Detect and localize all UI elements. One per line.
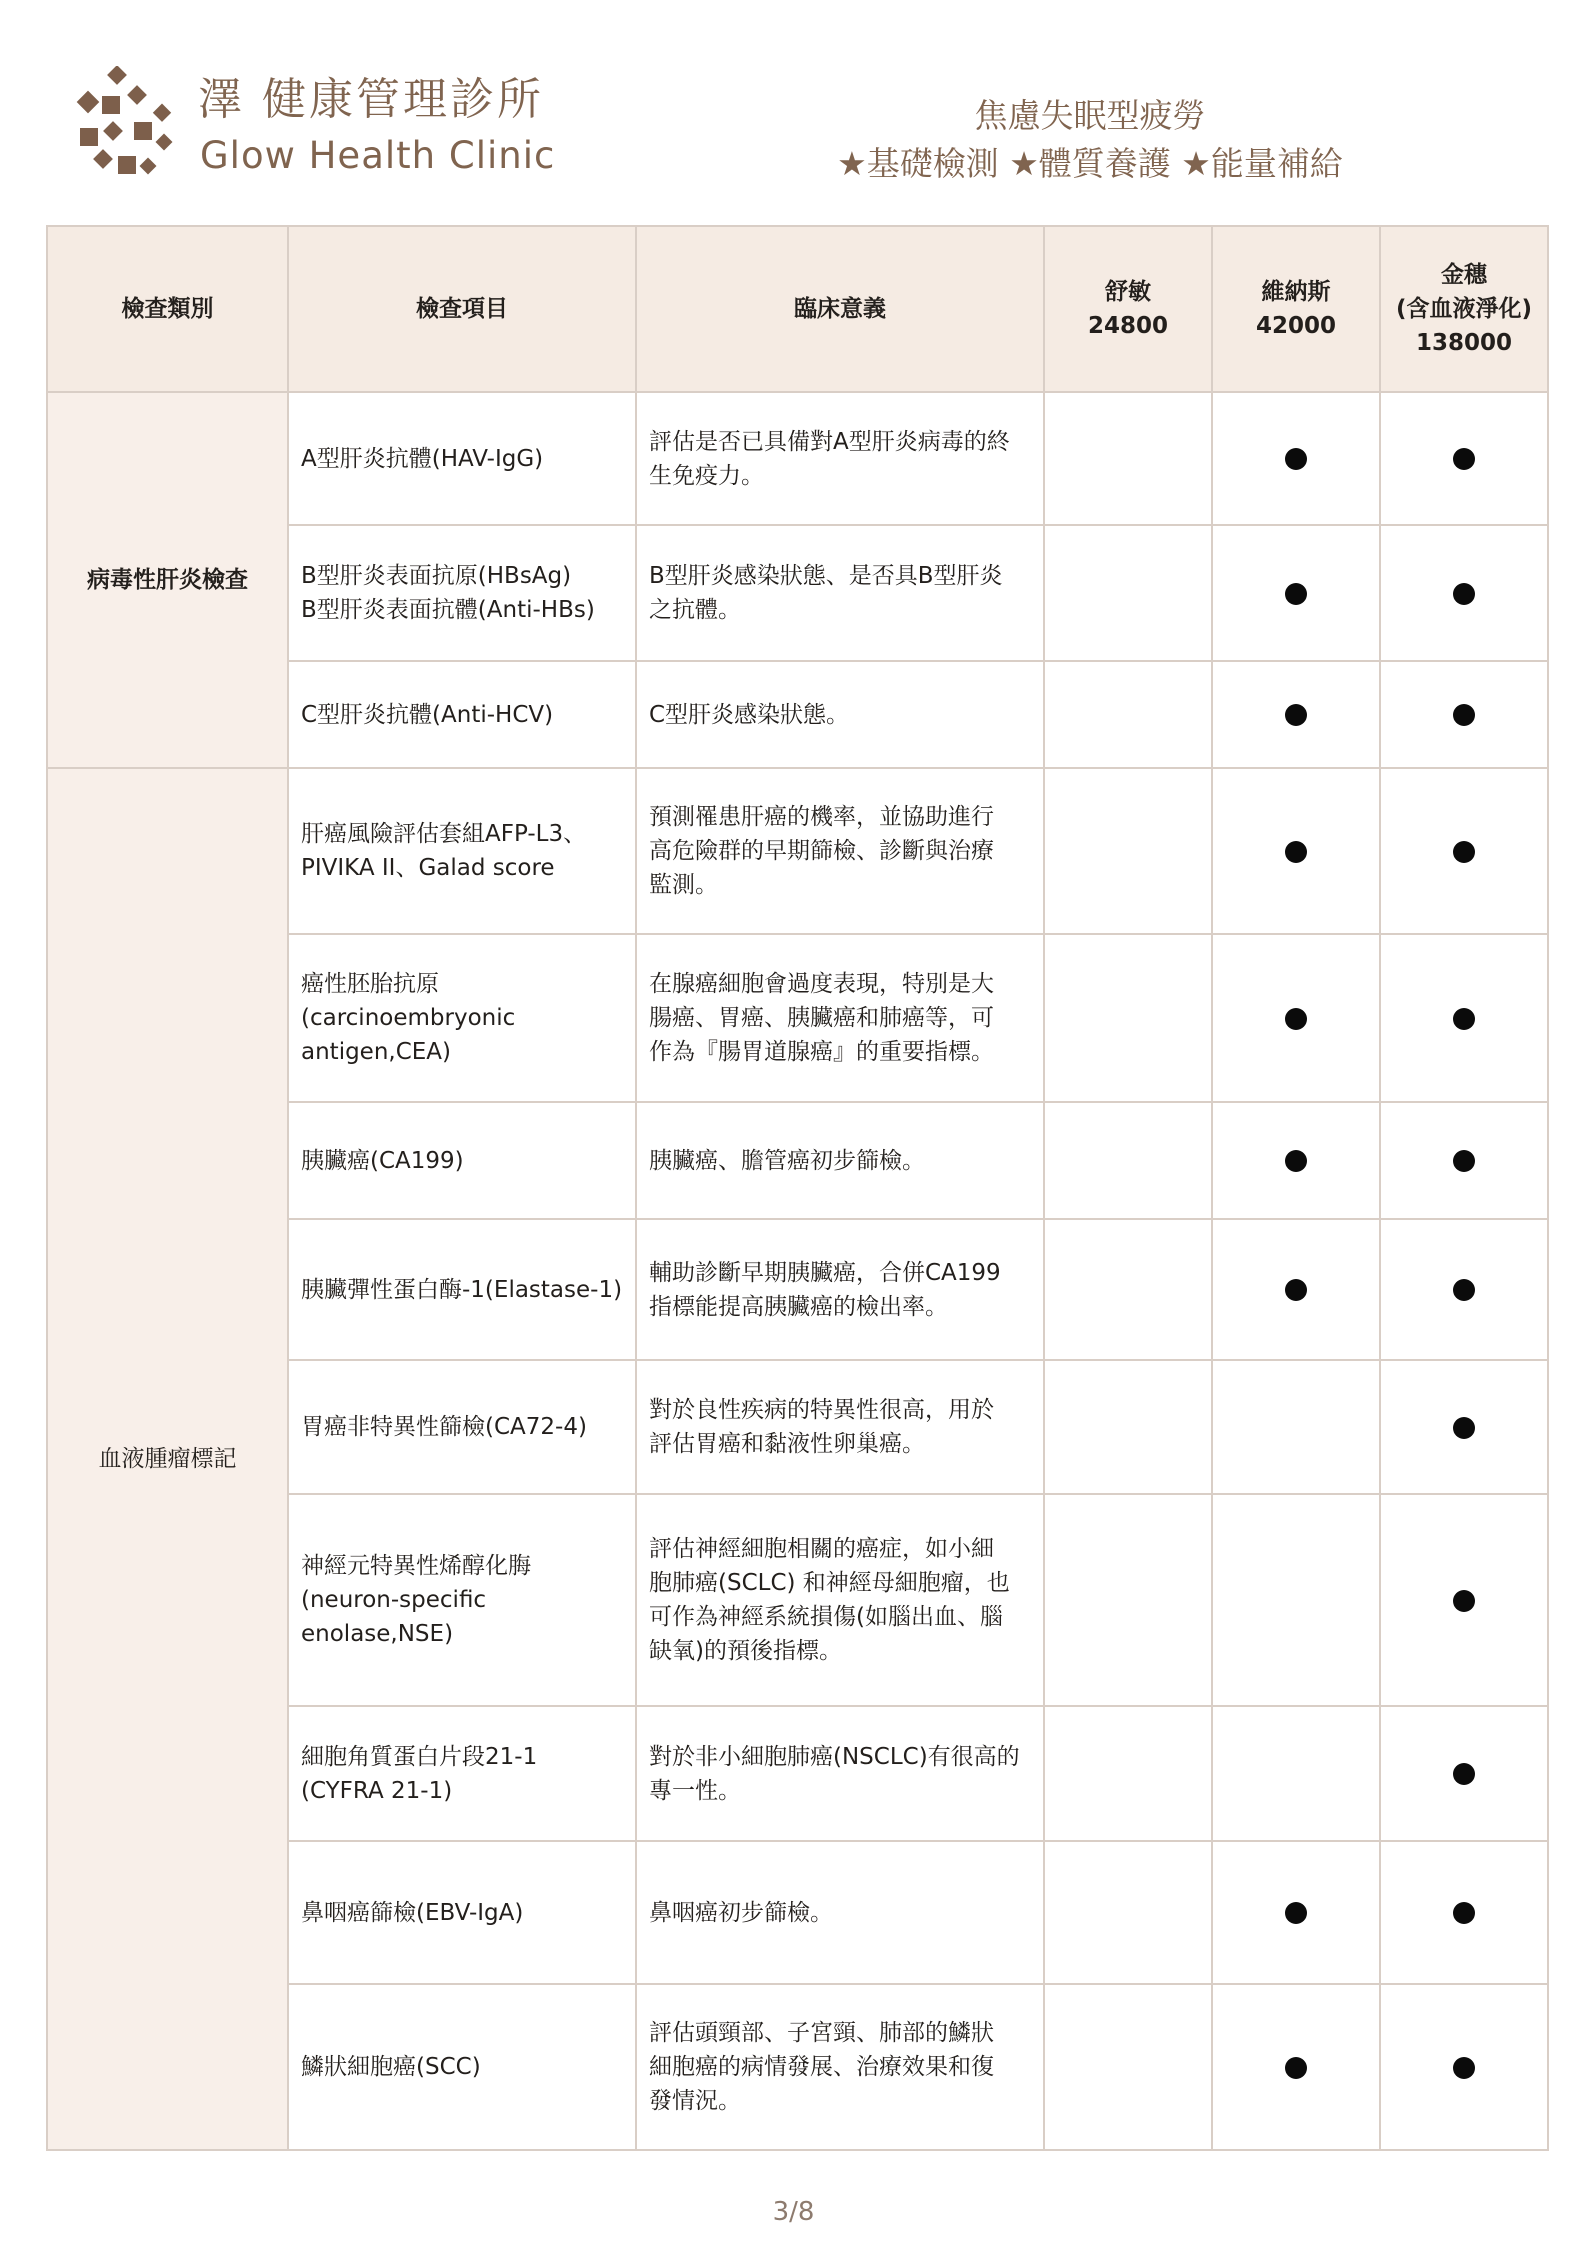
clinical-meaning-line: 評估是否已具備對A型肝炎病毒的終 <box>649 428 1010 455</box>
clinical-meaning <box>636 1102 1044 1219</box>
exam-item <box>288 661 636 768</box>
included-dot-icon <box>1453 1902 1475 1924</box>
package-note: (含血液淨化) <box>1395 296 1533 322</box>
package-2-cell <box>1212 934 1380 1102</box>
package-1-cell <box>1044 661 1212 768</box>
package-1-cell <box>1044 1494 1212 1706</box>
col-header-item: 檢查項目 <box>288 226 636 392</box>
clinical-meaning <box>636 1219 1044 1360</box>
package-1-cell <box>1044 934 1212 1102</box>
package-1-cell <box>1044 392 1212 525</box>
package-1-cell <box>1044 525 1212 661</box>
included-dot-icon <box>1453 1150 1475 1172</box>
exam-item <box>288 525 636 661</box>
clinical-meaning-line: 對於非小細胞肺癌(NSCLC)有很高的 <box>649 1743 1020 1770</box>
exam-item-line: enolase,NSE) <box>301 1621 454 1647</box>
package-name: 舒敏 <box>1105 279 1151 305</box>
clinical-meaning-line: B型肝炎感染狀態、是否具B型肝炎 <box>649 563 1003 589</box>
clinical-meaning <box>636 392 1044 525</box>
clinical-meaning <box>636 1841 1044 1984</box>
category-cell <box>47 768 288 2150</box>
included-dot-icon <box>1453 1590 1475 1612</box>
exam-item-line: 鼻咽癌篩檢(EBV-IgA) <box>301 1899 524 1926</box>
exam-item-line: (carcinoembryonic <box>301 1005 516 1031</box>
package-3-cell <box>1380 661 1548 768</box>
package-1-cell <box>1044 1360 1212 1494</box>
clinical-meaning-line: 預測罹患肝癌的機率，並協助進行 <box>649 804 994 830</box>
clinical-meaning-line: 胞肺癌(SCLC) 和神經母細胞瘤，也 <box>649 1570 1010 1596</box>
category-cell <box>47 392 288 768</box>
exam-item-line: A型肝炎抗體(HAV-IgG) <box>301 445 544 472</box>
included-dot-icon <box>1453 1417 1475 1439</box>
col-header-package-1 <box>1044 226 1212 392</box>
clinical-meaning <box>636 1706 1044 1841</box>
package-name: 維納斯 <box>1261 279 1331 305</box>
package-3-cell <box>1380 392 1548 525</box>
included-dot-icon <box>1285 1279 1307 1301</box>
clinical-meaning-line: 作為『腸胃道腺癌』的重要指標。 <box>649 1039 994 1065</box>
exam-item <box>288 1984 636 2150</box>
exam-item-line: 胰臟癌(CA199) <box>301 1147 464 1174</box>
package-2-cell <box>1212 661 1380 768</box>
exam-item-line: 神經元特異性烯醇化脢 <box>301 1553 531 1579</box>
clinical-meaning-line: C型肝炎感染狀態。 <box>649 701 850 728</box>
clinical-meaning-line: 細胞癌的病情發展、治療效果和復 <box>649 2054 994 2080</box>
included-dot-icon <box>1453 1763 1475 1785</box>
clinic-name-zh: 澤 健康管理診所 <box>198 74 544 125</box>
package-3-cell <box>1380 768 1548 934</box>
included-dot-icon <box>1453 841 1475 863</box>
exam-item <box>288 1706 636 1841</box>
package-1-cell <box>1044 1102 1212 1219</box>
plan-subtitle: ★基礎檢測 ★體質養護 ★能量補給 <box>837 144 1343 183</box>
col-header-package-2 <box>1212 226 1380 392</box>
exam-item <box>288 768 636 934</box>
exam-item-line: C型肝炎抗體(Anti-HCV) <box>301 701 554 728</box>
exam-item-line: (CYFRA 21-1) <box>301 1777 453 1804</box>
exam-item-line: (neuron-specific <box>301 1587 487 1613</box>
clinical-meaning <box>636 661 1044 768</box>
category-label: 病毒性肝炎檢查 <box>87 567 248 593</box>
exam-item-line: 細胞角質蛋白片段21-1 <box>301 1743 538 1770</box>
package-2-cell <box>1212 392 1380 525</box>
col-header-category: 檢查類別 <box>47 226 288 392</box>
clinical-meaning-line: 輔助診斷早期胰臟癌，合併CA199 <box>649 1259 1001 1286</box>
plan-title: 焦慮失眠型疲勞 <box>974 96 1206 135</box>
package-2-cell <box>1212 1841 1380 1984</box>
package-2-cell <box>1212 1984 1380 2150</box>
exam-item <box>288 1841 636 1984</box>
clinical-meaning-line: 在腺癌細胞會過度表現，特別是大 <box>649 971 994 997</box>
package-2-cell <box>1212 525 1380 661</box>
clinic-name-en: Glow Health Clinic <box>200 134 556 177</box>
package-price: 42000 <box>1255 313 1337 339</box>
package-price: 138000 <box>1415 330 1513 356</box>
included-dot-icon <box>1285 1008 1307 1030</box>
clinical-meaning-line: 發情況。 <box>649 2088 741 2114</box>
clinical-meaning <box>636 525 1044 661</box>
included-dot-icon <box>1285 704 1307 726</box>
package-3-cell <box>1380 1706 1548 1841</box>
exam-table <box>46 225 1549 2151</box>
clinical-meaning-line: 鼻咽癌初步篩檢。 <box>649 1899 833 1926</box>
package-3-cell <box>1380 1219 1548 1360</box>
package-2-cell <box>1212 1360 1380 1494</box>
exam-item-line: PIVIKA II、Galad score <box>301 855 555 881</box>
included-dot-icon <box>1453 704 1475 726</box>
package-3-cell <box>1380 1841 1548 1984</box>
clinical-meaning <box>636 1360 1044 1494</box>
package-2-cell <box>1212 1102 1380 1219</box>
clinical-meaning-line: 生免疫力。 <box>649 462 764 489</box>
table-row <box>47 392 1548 525</box>
clinical-meaning <box>636 934 1044 1102</box>
package-3-cell <box>1380 1102 1548 1219</box>
included-dot-icon <box>1453 2057 1475 2079</box>
exam-item-line: B型肝炎表面抗體(Anti-HBs) <box>301 597 595 623</box>
included-dot-icon <box>1285 1902 1307 1924</box>
clinical-meaning-line: 監測。 <box>649 872 718 898</box>
clinical-meaning-line: 胰臟癌、膽管癌初步篩檢。 <box>649 1147 925 1174</box>
included-dot-icon <box>1285 2057 1307 2079</box>
clinical-meaning-line: 對於良性疾病的特異性很高，用於 <box>649 1397 994 1423</box>
included-dot-icon <box>1285 841 1307 863</box>
exam-item-line: 鱗狀細胞癌(SCC) <box>301 2054 481 2080</box>
clinical-meaning <box>636 1494 1044 1706</box>
exam-item <box>288 1102 636 1219</box>
exam-item-line: antigen,CEA) <box>301 1039 452 1065</box>
included-dot-icon <box>1453 1279 1475 1301</box>
clinical-meaning-line: 之抗體。 <box>649 597 741 623</box>
exam-item <box>288 1219 636 1360</box>
exam-item <box>288 934 636 1102</box>
included-dot-icon <box>1285 448 1307 470</box>
clinical-meaning <box>636 1984 1044 2150</box>
package-2-cell <box>1212 1706 1380 1841</box>
col-header-package-3 <box>1380 226 1548 392</box>
category-label: 血液腫瘤標記 <box>98 1446 237 1472</box>
included-dot-icon <box>1285 1150 1307 1172</box>
package-3-cell <box>1380 525 1548 661</box>
clinical-meaning-line: 指標能提高胰臟癌的檢出率。 <box>649 1293 948 1320</box>
clinical-meaning <box>636 768 1044 934</box>
exam-item-line: 胃癌非特異性篩檢(CA72-4) <box>301 1414 587 1440</box>
exam-item-line: 胰臟彈性蛋白酶-1(Elastase-1) <box>301 1276 623 1303</box>
col-header-meaning: 臨床意義 <box>636 226 1044 392</box>
clinic-logo <box>72 66 182 186</box>
clinical-meaning-line: 評估頭頸部、子宮頸、肺部的鱗狀 <box>649 2020 994 2046</box>
package-name: 金穗 <box>1441 262 1487 288</box>
package-2-cell <box>1212 768 1380 934</box>
clinical-meaning-line: 評估神經細胞相關的癌症，如小細 <box>649 1536 994 1562</box>
clinical-meaning-line: 可作為神經系統損傷(如腦出血、腦 <box>649 1604 1003 1630</box>
package-price: 24800 <box>1087 313 1169 339</box>
clinical-meaning-line: 腸癌、胃癌、胰臟癌和肺癌等，可 <box>649 1005 994 1031</box>
package-1-cell <box>1044 1841 1212 1984</box>
page-number: 3/8 <box>772 2197 815 2227</box>
table-row <box>47 768 1548 934</box>
clinical-meaning-line: 專一性。 <box>649 1777 741 1804</box>
included-dot-icon <box>1285 583 1307 605</box>
exam-item <box>288 1494 636 1706</box>
package-3-cell <box>1380 1360 1548 1494</box>
clinical-meaning-line: 高危險群的早期篩檢、診斷與治療 <box>649 838 994 864</box>
package-2-cell <box>1212 1219 1380 1360</box>
package-1-cell <box>1044 1984 1212 2150</box>
package-3-cell <box>1380 1494 1548 1706</box>
exam-item-line: 癌性胚胎抗原 <box>301 971 439 997</box>
package-3-cell <box>1380 934 1548 1102</box>
clinical-meaning-line: 評估胃癌和黏液性卵巢癌。 <box>649 1431 925 1457</box>
package-1-cell <box>1044 768 1212 934</box>
exam-item-line: B型肝炎表面抗原(HBsAg) <box>301 563 572 589</box>
table-header-row <box>47 226 1548 392</box>
package-2-cell <box>1212 1494 1380 1706</box>
package-1-cell <box>1044 1219 1212 1360</box>
exam-item-line: 肝癌風險評估套組AFP-L3、 <box>301 821 587 847</box>
package-1-cell <box>1044 1706 1212 1841</box>
exam-item <box>288 1360 636 1494</box>
included-dot-icon <box>1453 448 1475 470</box>
included-dot-icon <box>1453 1008 1475 1030</box>
package-3-cell <box>1380 1984 1548 2150</box>
included-dot-icon <box>1453 583 1475 605</box>
exam-item <box>288 392 636 525</box>
clinical-meaning-line: 缺氧)的預後指標。 <box>649 1638 842 1664</box>
